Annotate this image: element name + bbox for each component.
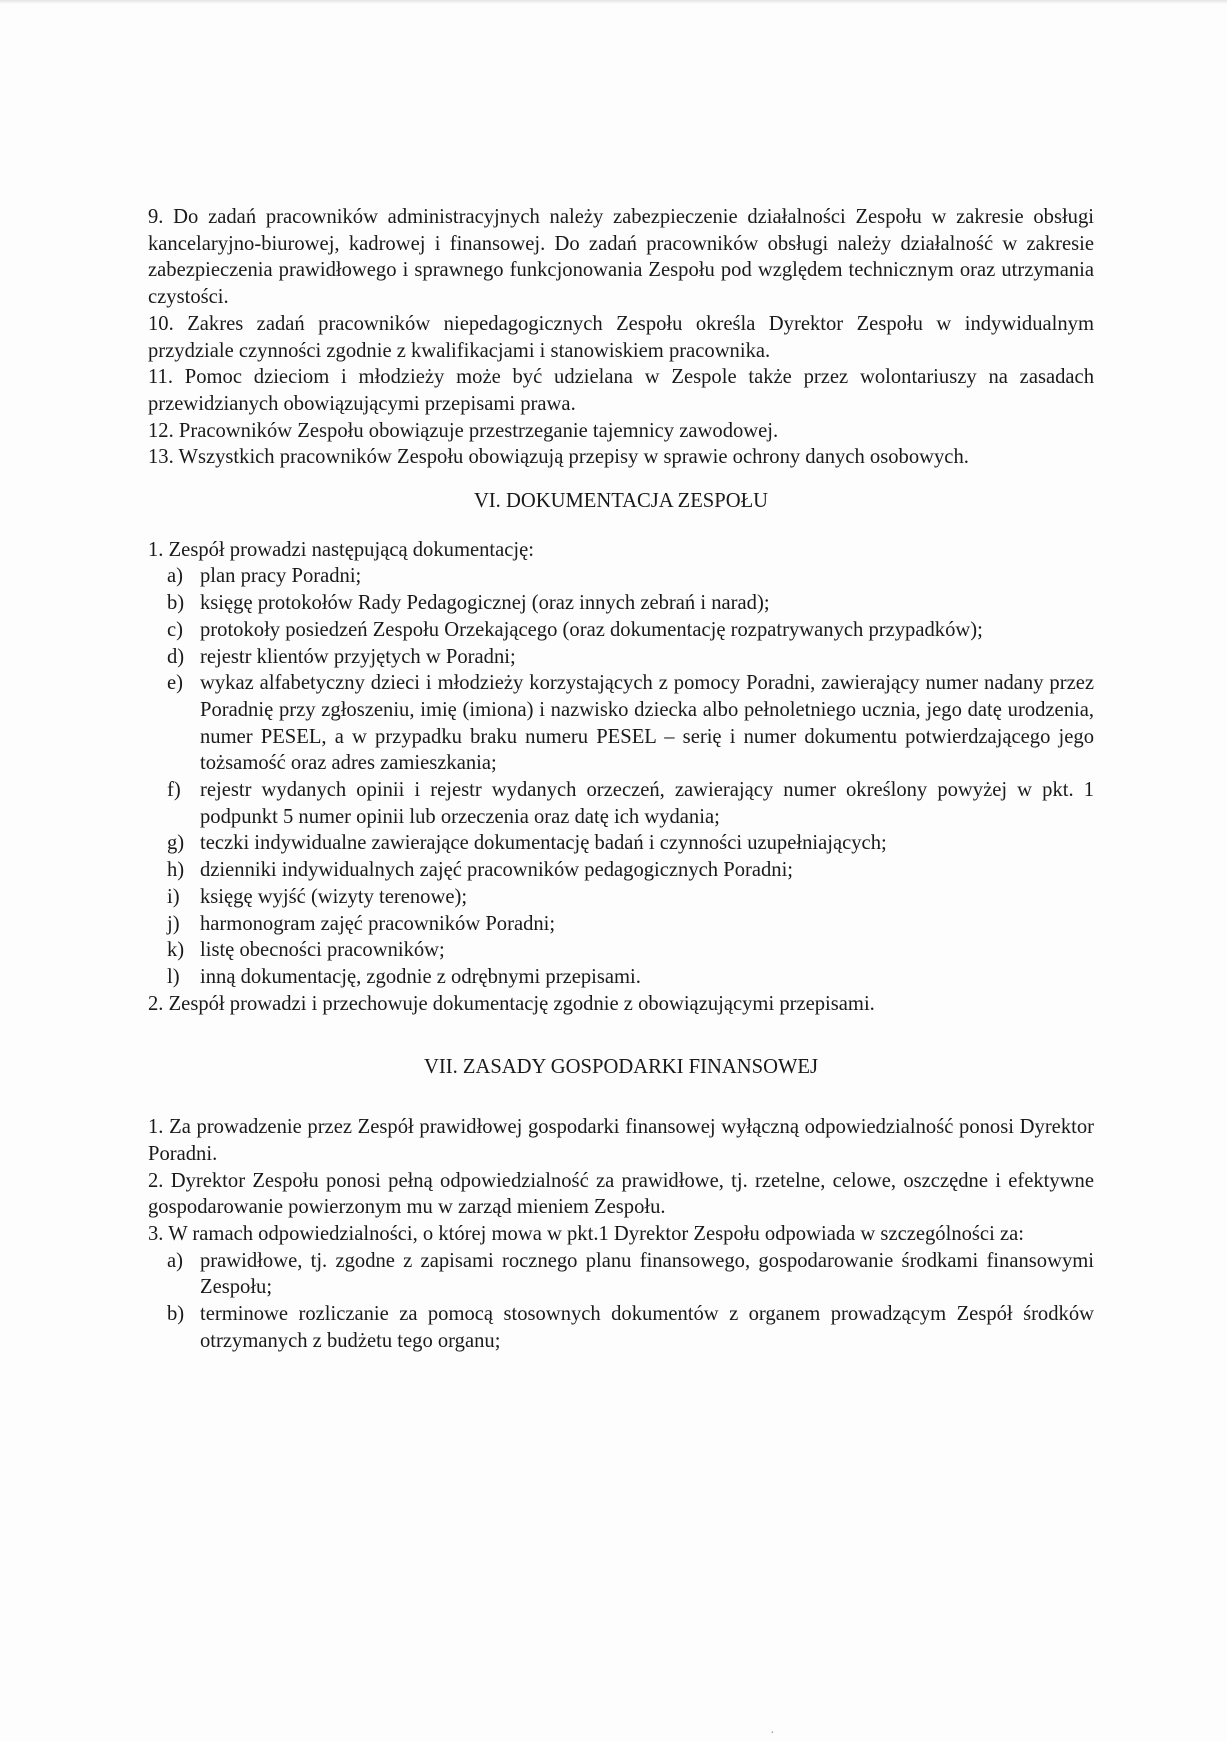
list-item-text: rejestr wydanych opinii i rejestr wydanych orzeczeń, zawierający numer określony powyżej w pkt. 1 podpunkt 5 numer opinii lub orzeczenia oraz datę ich wydania;	[200, 779, 1094, 828]
list-item	[148, 857, 1094, 884]
list-item-text: harmonogram zajęć pracowników Poradni;	[200, 912, 556, 935]
paragraph-11: 11. Pomoc dzieciom i młodzieży może być udzielana w Zespole także przez wolontariuszy na zasadach przewidzianych obowiązującymi przepisami prawa.	[148, 366, 1094, 415]
list-item	[148, 1301, 1094, 1354]
list-item-label: f)	[167, 779, 181, 802]
paragraph-10: 10. Zakres zadań pracowników niepedagogicznych Zespołu określa Dyrektor Zespołu w indywidualnym przydziale czynności zgodnie z kwalifikacjami i stanowiskiem pracownika.	[148, 312, 1094, 362]
list-item	[148, 884, 1094, 911]
list-item-text: dzienniki indywidualnych zajęć pracowników pedagogicznych Poradni;	[200, 859, 794, 882]
list-item	[148, 670, 1094, 777]
list-item-text: księgę wyjść (wizyty terenowe);	[200, 885, 468, 908]
list-item-label: h)	[167, 859, 185, 882]
list-item-label: k)	[167, 939, 185, 962]
list-item-text: terminowe rozliczanie za pomocą stosownych dokumentów z organem prowadzącym Zespół środków otrzymanych z budżetu tego organu;	[200, 1303, 1094, 1352]
paragraph-13: 13. Wszystkich pracowników Zespołu obowiązują przepisy w sprawie ochrony danych osobowych.	[148, 446, 969, 469]
list-item-text: wykaz alfabetyczny dzieci i młodzieży korzystających z pomocy Poradni, zawierający numer nadany przez Poradnię przy zgłoszeniu, imię (imiona) i nazwisko dziecka albo pełnoletniego ucznia, jego datę urodzenia, numer PESEL, a w przypadku braku numeru PESEL – serię i numer dokumentu potwierdzającego jego tożsamość oraz adres zamieszkania;	[200, 672, 1094, 775]
list-item-label: g)	[167, 832, 185, 855]
paragraph-12: 12. Pracowników Zespołu obowiązuje przestrzeganie tajemnicy zawodowej.	[148, 419, 779, 442]
list-item-label: l)	[167, 965, 180, 988]
list-item	[148, 644, 1094, 671]
section-v-tail	[148, 204, 1094, 471]
list-item	[148, 964, 1094, 991]
list-item-text: teczki indywidualne zawierające dokumentację badań i czynności uzupełniających;	[200, 832, 887, 855]
list-item-text: plan pracy Poradni;	[200, 565, 362, 588]
document-body	[148, 204, 1094, 1354]
section-vi-intro: 1. Zespół prowadzi następującą dokumentację:	[148, 538, 534, 561]
list-item-label: c)	[167, 618, 183, 641]
section-vii-point-1: 1. Za prowadzenie przez Zespół prawidłowej gospodarki finansowej wyłączną odpowiedzialność ponosi Dyrektor Poradni.	[148, 1116, 1094, 1165]
section-vi	[148, 537, 1094, 1018]
list-item-text: listę obecności pracowników;	[200, 939, 445, 962]
list-item	[148, 830, 1094, 857]
list-item	[148, 1248, 1094, 1301]
section-vii-heading: VII. ZASADY GOSPODARKI FINANSOWEJ	[424, 1056, 818, 1079]
section-vii	[148, 1114, 1094, 1354]
scan-speck: ·	[770, 1726, 775, 1741]
list-item-label: j)	[167, 912, 180, 935]
list-item	[148, 617, 1094, 644]
list-item-text: rejestr klientów przyjętych w Poradni;	[200, 645, 516, 668]
list-item-text: inną dokumentację, zgodnie z odrębnymi przepisami.	[200, 965, 641, 988]
list-item	[148, 590, 1094, 617]
list-item	[148, 937, 1094, 964]
list-item-label: a)	[167, 565, 183, 588]
paragraph-9: 9. Do zadań pracowników administracyjnych należy zabezpieczenie działalności Zespołu w zakresie obsługi kancelaryjno-biurowej, kadrowej i finansowej. Do zadań pracowników obsługi należy działalność w zakresie zabezpieczenia prawidłowego i sprawnego funkcjonowania Zespołu pod względem technicznym oraz utrzymania czystości.	[148, 206, 1094, 309]
list-item-label: a)	[167, 1249, 183, 1272]
section-vi-closing: 2. Zespół prowadzi i przechowuje dokumentację zgodnie z obowiązującymi przepisami.	[148, 992, 875, 1015]
list-item	[148, 777, 1094, 830]
list-item	[148, 911, 1094, 938]
list-item-label: d)	[167, 645, 185, 668]
list-item-label: b)	[167, 1303, 185, 1326]
section-vi-heading: VI. DOKUMENTACJA ZESPOŁU	[473, 490, 769, 513]
list-item-label: e)	[167, 672, 183, 695]
scan-top-edge	[0, 0, 1227, 4]
section-vii-point-3: 3. W ramach odpowiedzialności, o której mowa w pkt.1 Dyrektor Zespołu odpowiada w szczególności za:	[148, 1222, 1024, 1245]
list-item	[148, 563, 1094, 590]
list-item-text: księgę protokołów Rady Pedagogicznej (oraz innych zebrań i narad);	[200, 592, 770, 615]
list-item-text: prawidłowe, tj. zgodne z zapisami rocznego planu finansowego, gospodarowanie środkami finansowymi Zespołu;	[200, 1249, 1094, 1299]
list-item-text: protokoły posiedzeń Zespołu Orzekającego (oraz dokumentację rozpatrywanych przypadków);	[200, 618, 983, 641]
list-item-label: b)	[167, 592, 185, 615]
section-vii-point-2: 2. Dyrektor Zespołu ponosi pełną odpowiedzialność za prawidłowe, tj. rzetelne, celowe, oszczędne i efektywne gospodarowanie powierzonym mu w zarząd mieniem Zespołu.	[148, 1169, 1094, 1219]
list-item-label: i)	[167, 885, 180, 908]
